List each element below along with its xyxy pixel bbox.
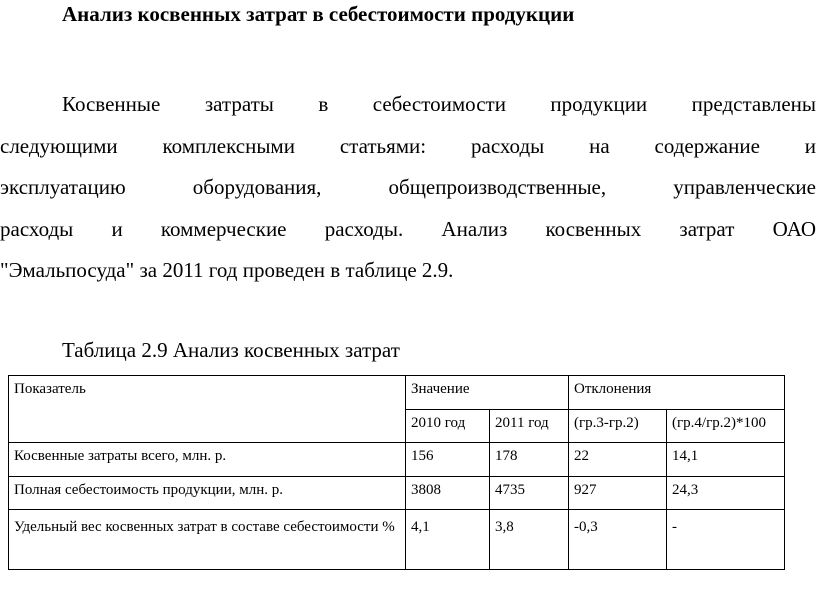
table-row (9, 443, 785, 477)
table-header-row (9, 376, 785, 410)
cell-ratio: 24,3 (667, 477, 785, 510)
cell-ratio: 14,1 (667, 443, 785, 477)
section-heading: Анализ косвенных затрат в себестоимости продукции (62, 2, 575, 26)
cell-indicator: Полная себестоимость продукции, млн. р. (9, 477, 406, 510)
table-caption: Таблица 2.9 Анализ косвенных затрат (62, 338, 400, 362)
cell-2011: 4735 (490, 477, 569, 510)
cell-2010: 3808 (406, 477, 490, 510)
table-row (9, 510, 785, 570)
table-row (9, 477, 785, 510)
cell-2010: 156 (406, 443, 490, 477)
cell-diff: 22 (569, 443, 667, 477)
cell-diff: 927 (569, 477, 667, 510)
cell-indicator: Косвенные затраты всего, млн. р. (9, 443, 406, 477)
paragraph-line: расходы и коммерческие расходы. Анализ косвенных затрат ОАО (0, 216, 816, 241)
header-value: Значение (406, 376, 569, 410)
paragraph-line: "Эмальпосуда" за 2011 год проведен в таблице 2.9. (0, 258, 454, 282)
paragraph-line: эксплуатацию оборудования, общепроизводственные, управленческие (0, 175, 816, 199)
header-diff: (гр.3-гр.2) (569, 410, 667, 443)
header-2010: 2010 год (406, 410, 490, 443)
header-2011: 2011 год (490, 410, 569, 443)
indirect-costs-table (8, 375, 785, 570)
paragraph-line: Косвенные затраты в себестоимости продукции представлены (62, 92, 816, 116)
cell-ratio: - (667, 510, 785, 570)
cell-2010: 4,1 (406, 510, 490, 570)
body-paragraph (0, 84, 816, 292)
cell-2011: 3,8 (490, 510, 569, 570)
paragraph-line: следующими комплексными статьями: расходы на содержание и (0, 133, 816, 158)
cell-2011: 178 (490, 443, 569, 477)
header-ratio: (гр.4/гр.2)*100 (667, 410, 785, 443)
cell-indicator: Удельный вес косвенных затрат в составе себестоимости % (9, 510, 406, 570)
header-deviation: Отклонения (569, 376, 785, 410)
cell-diff: -0,3 (569, 510, 667, 570)
header-indicator: Показатель (9, 376, 406, 443)
